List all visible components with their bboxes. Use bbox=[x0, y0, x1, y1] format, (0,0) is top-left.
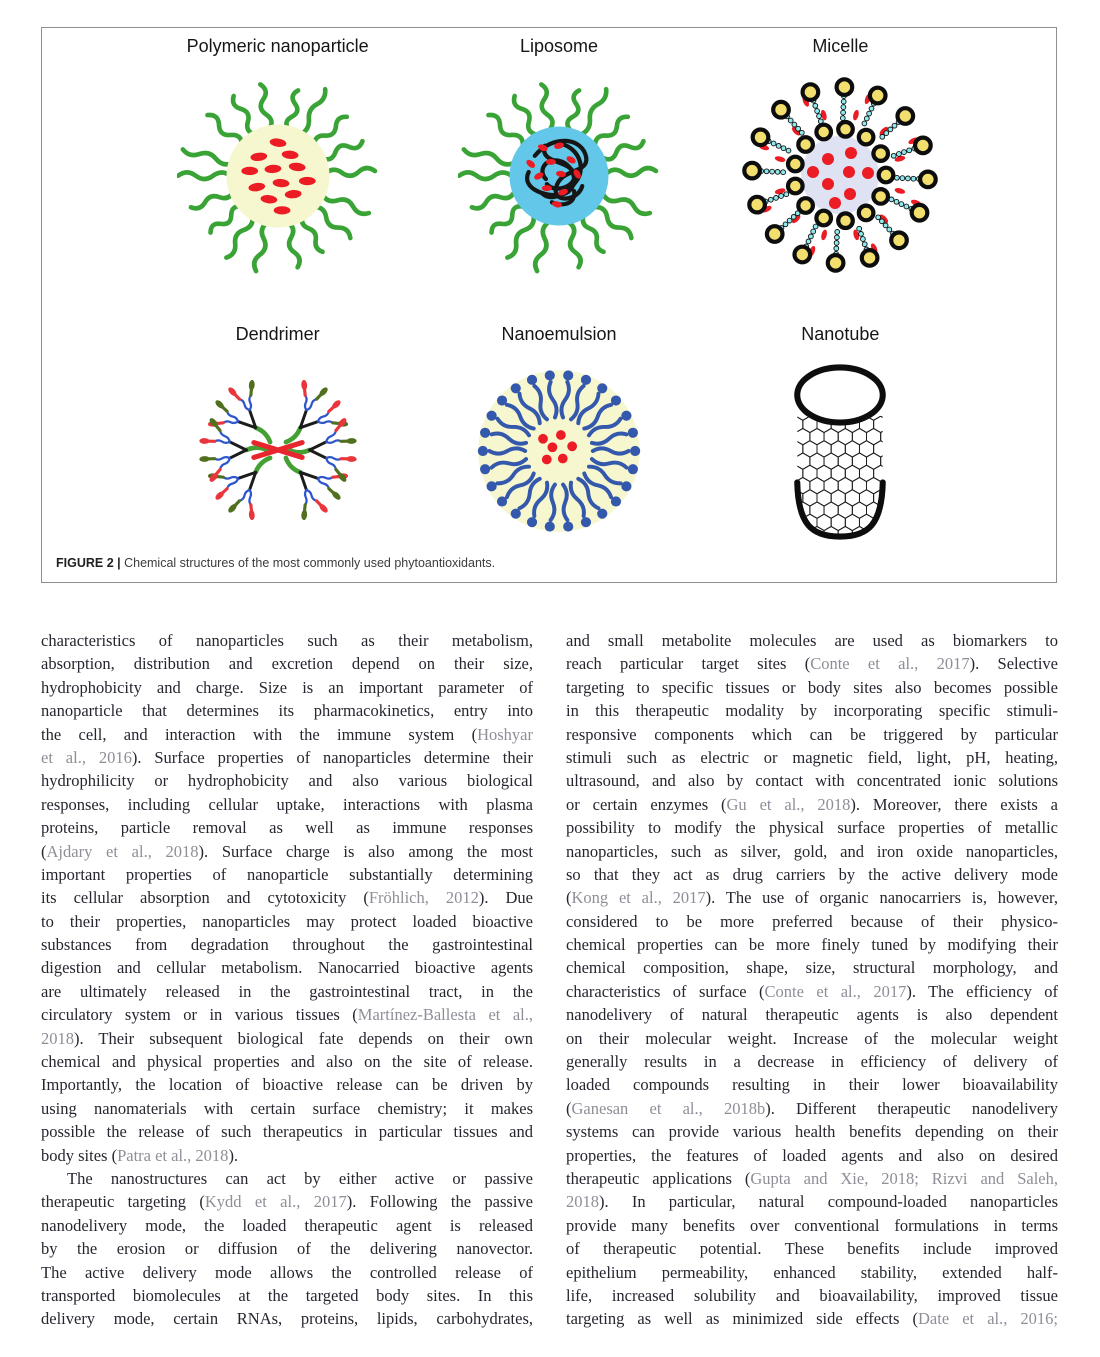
text-segment: characteristics of nanoparticles such as their metabolism, bbox=[41, 631, 533, 650]
text-line bbox=[41, 1003, 533, 1026]
text-line bbox=[566, 863, 1058, 886]
text-line bbox=[41, 676, 533, 699]
figure-panels-row-2 bbox=[42, 324, 1056, 540]
text-line bbox=[41, 1307, 533, 1330]
text-line bbox=[41, 910, 533, 933]
text-line bbox=[41, 1144, 533, 1167]
figure-caption bbox=[56, 556, 1042, 570]
text-segment: proteins, particle removal as well as immune responses bbox=[41, 818, 533, 838]
text-line bbox=[566, 1144, 1058, 1167]
text-line bbox=[41, 1190, 533, 1213]
text-segment: important properties of nanoparticle substantially determining bbox=[41, 864, 533, 884]
nanoemulsion-illustration bbox=[465, 357, 653, 545]
citation: Patra et al., 2018 bbox=[117, 1145, 229, 1165]
text-segment: chemical properties can be more finely tuned by modifying their bbox=[566, 935, 1058, 955]
text-segment: on their molecular weight. Increase of the molecular weight bbox=[566, 1028, 1058, 1048]
text-segment: delivery mode, certain RNAs, proteins, lipids, carbohydrates, bbox=[41, 1309, 533, 1329]
text-segment: targeting as well as minimized side effects ( bbox=[566, 1309, 919, 1329]
figure-panels-row-1 bbox=[42, 28, 1056, 324]
polymeric-svg bbox=[177, 75, 379, 277]
text-line bbox=[41, 933, 533, 956]
text-segment: characteristics of surface ( bbox=[566, 981, 765, 1001]
text-segment: are ultimately released in the gastrointestinal tract, in the bbox=[41, 981, 533, 1001]
text-line bbox=[41, 1027, 533, 1050]
text-line bbox=[566, 1073, 1058, 1096]
text-segment: nanodelivery of natural therapeutic agents is also dependent bbox=[566, 1005, 1058, 1025]
text-segment: possible the release of such therapeutics in particular tissues and bbox=[41, 1122, 533, 1142]
figure-caption-text: Chemical structures of the most commonly used phytoantioxidants. bbox=[124, 556, 496, 570]
text-segment: ). The efficiency of bbox=[906, 981, 1058, 1001]
text-segment: ). Different therapeutic nanodelivery bbox=[765, 1098, 1058, 1118]
text-segment: Importantly, the location of bioactive release can be driven by bbox=[41, 1075, 533, 1095]
text-segment: therapeutic targeting ( bbox=[41, 1192, 205, 1212]
citation: Kong et al., 2017 bbox=[571, 888, 706, 908]
micelle-illustration bbox=[740, 75, 940, 275]
text-segment: ). Surface properties of nanoparticles determine their bbox=[131, 747, 533, 767]
text-segment: absorption, distribution and excretion depend on their size, bbox=[41, 654, 533, 674]
panel-label-micelle: Micelle bbox=[812, 36, 869, 56]
citation: Conte et al., 2017 bbox=[764, 981, 907, 1001]
text-line bbox=[41, 1237, 533, 1260]
text-segment: responsive components which can be triggered by particular bbox=[566, 724, 1058, 744]
text-segment: using nanomaterials with certain surface chemistry; it makes bbox=[41, 1098, 533, 1118]
text-segment: systems can provide various health benefits depending on their bbox=[566, 1122, 1058, 1142]
text-line bbox=[566, 1050, 1058, 1073]
liposome-svg bbox=[458, 75, 660, 277]
text-line bbox=[566, 1097, 1058, 1120]
liposome-illustration bbox=[458, 75, 660, 277]
text-segment: hydrophilicity or hydrophobicity and also various biological bbox=[41, 771, 533, 791]
text-line bbox=[566, 1190, 1058, 1213]
text-line bbox=[41, 1050, 533, 1073]
citation: Martínez-Ballesta et al., bbox=[357, 1005, 533, 1025]
text-line bbox=[566, 816, 1058, 839]
text-segment: ). bbox=[228, 1145, 239, 1165]
text-line bbox=[566, 1284, 1058, 1307]
text-segment: transported biomolecules at the targeted body sites. In this bbox=[41, 1285, 533, 1305]
text-segment: ultrasound, and also by contact with concentrated ionic solutions bbox=[566, 771, 1058, 791]
figure-panel-liposome bbox=[418, 36, 699, 324]
text-line bbox=[566, 1237, 1058, 1260]
text-line bbox=[566, 1307, 1058, 1330]
text-line bbox=[566, 746, 1058, 769]
text-segment: The active delivery mode allows the controlled release of bbox=[41, 1262, 533, 1282]
text-segment: ). Moreover, there exists a bbox=[850, 794, 1058, 814]
text-line bbox=[41, 1284, 533, 1307]
text-line bbox=[566, 840, 1058, 863]
text-line bbox=[41, 723, 533, 746]
text-line bbox=[41, 1261, 533, 1284]
right-column bbox=[566, 629, 1058, 1331]
citation: Ganesan et al., 2018b bbox=[571, 1098, 766, 1118]
text-line bbox=[41, 956, 533, 979]
text-line bbox=[566, 676, 1058, 699]
figure-panel-nanoemulsion bbox=[418, 324, 699, 547]
text-line bbox=[566, 956, 1058, 979]
text-segment: the cell, and interaction with the immune system ( bbox=[41, 724, 478, 744]
figure-panel-nanotube bbox=[700, 324, 981, 547]
text-line bbox=[41, 699, 533, 722]
text-line bbox=[41, 816, 533, 839]
citation: Ajdary et al., 2018 bbox=[46, 841, 199, 861]
text-segment: ( bbox=[566, 888, 572, 908]
text-segment: reach particular target sites ( bbox=[566, 654, 811, 674]
text-segment: ). Due bbox=[478, 888, 533, 908]
text-segment: by the erosion or diffusion of the delivering nanovector. bbox=[41, 1239, 533, 1259]
text-line bbox=[566, 980, 1058, 1003]
text-segment: circulatory system or in various tissues ( bbox=[41, 1005, 358, 1025]
body-text bbox=[41, 629, 1058, 1331]
micelle-svg bbox=[740, 75, 940, 275]
text-segment: possibility to modify the physical surface properties of metallic bbox=[566, 818, 1058, 838]
citation: Gupta and Xie, 2018; Rizvi and Saleh, bbox=[750, 1168, 1058, 1188]
text-line bbox=[41, 1167, 533, 1190]
text-segment: its cellular absorption and cytotoxicity ( bbox=[41, 888, 369, 908]
text-line bbox=[566, 769, 1058, 792]
figure-panel-dendrimer bbox=[137, 324, 418, 547]
polymeric-nanoparticle-illustration bbox=[177, 75, 379, 277]
text-segment: stimuli such as electric or magnetic field, light, pH, heating, bbox=[566, 747, 1058, 767]
text-line bbox=[41, 980, 533, 1003]
text-segment: or certain enzymes ( bbox=[566, 794, 727, 814]
dendrimer-illustration bbox=[185, 357, 371, 543]
figure-panel-polymeric bbox=[137, 36, 418, 324]
text-segment: in this therapeutic modality by incorporating specific stimuli- bbox=[566, 701, 1058, 721]
text-segment: targeting to specific tissues or body sites also becomes possible bbox=[566, 677, 1058, 697]
panel-label-dendrimer: Dendrimer bbox=[235, 324, 320, 344]
figure-2-box bbox=[41, 27, 1057, 583]
text-line bbox=[566, 699, 1058, 722]
text-line bbox=[41, 769, 533, 792]
text-segment: epithelium permeability, enhanced stability, extended half- bbox=[566, 1262, 1058, 1282]
text-segment: The nanostructures can act by either active or passive bbox=[67, 1168, 533, 1188]
text-segment: provide many benefits over conventional formulations in terms bbox=[566, 1215, 1058, 1235]
text-line bbox=[566, 1120, 1058, 1143]
text-segment: ). Selective bbox=[969, 654, 1058, 674]
text-line bbox=[41, 840, 533, 863]
text-segment: ). The use of organic nanocarriers is, however, bbox=[705, 888, 1058, 908]
citation: Gu et al., 2018 bbox=[726, 794, 851, 814]
figure-caption-label: FIGURE 2 | bbox=[56, 556, 125, 570]
text-line bbox=[41, 652, 533, 675]
text-segment: chemical composition, shape, size, structural morphology, and bbox=[566, 958, 1058, 978]
text-segment: loaded compounds resulting in their lower bioavailability bbox=[566, 1075, 1058, 1095]
text-segment: generally results in a decrease in efficiency of delivery of bbox=[566, 1052, 1058, 1072]
text-segment: nanoparticles, such as silver, gold, and iron oxide nanoparticles, bbox=[566, 841, 1058, 861]
text-segment: body sites ( bbox=[41, 1145, 118, 1165]
text-segment: ). Surface charge is also among the most bbox=[198, 841, 533, 861]
nanoemulsion-svg bbox=[465, 357, 653, 545]
text-segment: responses, including cellular uptake, interactions with plasma bbox=[41, 794, 533, 814]
citation: Kydd et al., 2017 bbox=[204, 1192, 347, 1212]
panel-label-liposome: Liposome bbox=[519, 36, 599, 56]
citation: Conte et al., 2017 bbox=[810, 654, 970, 674]
text-line bbox=[41, 793, 533, 816]
text-segment: nanoparticle that determines its pharmacokinetics, entry into bbox=[41, 701, 533, 721]
text-line bbox=[41, 886, 533, 909]
panel-label-polymeric: Polymeric nanoparticle bbox=[186, 36, 369, 56]
text-line bbox=[41, 1214, 533, 1237]
text-line bbox=[41, 629, 533, 652]
citation: 2018 bbox=[566, 1192, 599, 1212]
text-line bbox=[566, 1027, 1058, 1050]
text-line bbox=[566, 723, 1058, 746]
text-line bbox=[566, 629, 1058, 652]
text-line bbox=[41, 863, 533, 886]
panel-label-nanotube: Nanotube bbox=[801, 324, 880, 344]
text-segment: life, increased solubility and bioavailability, improved tissue bbox=[566, 1285, 1058, 1305]
text-segment: so that they act as drug carriers by the active delivery mode bbox=[566, 864, 1058, 884]
text-segment: to their properties, nanoparticles may protect loaded bioactive bbox=[41, 911, 533, 931]
text-line bbox=[566, 1167, 1058, 1190]
text-segment: hydrophobicity and charge. Size is an important parameter of bbox=[41, 677, 533, 697]
text-segment: of therapeutic potential. These benefits include improved bbox=[566, 1239, 1058, 1259]
text-segment: considered to be more preferred because of their physico- bbox=[566, 911, 1058, 931]
text-line bbox=[41, 1120, 533, 1143]
text-line bbox=[41, 746, 533, 769]
text-segment: ). Their subsequent biological fate depends on their own bbox=[74, 1028, 533, 1048]
text-segment: chemical and physical properties and also on the site of release. bbox=[41, 1052, 533, 1072]
citation: Hoshyar bbox=[477, 724, 533, 744]
text-segment: digestion and cellular metabolism. Nanocarried bioactive agents bbox=[41, 958, 533, 978]
text-segment: nanodelivery mode, the loaded therapeutic agent is released bbox=[41, 1215, 533, 1235]
text-segment: ). Following the passive bbox=[346, 1192, 533, 1212]
text-segment: properties, the features of loaded agents and also on desired bbox=[566, 1145, 1058, 1165]
citation: Date et al., 2016; bbox=[918, 1309, 1058, 1329]
text-line bbox=[566, 910, 1058, 933]
text-line bbox=[566, 793, 1058, 816]
panel-label-nanoemulsion: Nanoemulsion bbox=[501, 324, 617, 344]
text-line bbox=[566, 652, 1058, 675]
dendrimer-svg bbox=[185, 357, 371, 543]
text-line bbox=[566, 1261, 1058, 1284]
left-column bbox=[41, 629, 533, 1331]
citation: 2018 bbox=[41, 1028, 74, 1048]
text-line bbox=[41, 1073, 533, 1096]
text-line bbox=[566, 1003, 1058, 1026]
nanotube-illustration bbox=[745, 357, 935, 547]
text-line bbox=[566, 886, 1058, 909]
text-line bbox=[566, 933, 1058, 956]
text-line bbox=[41, 1097, 533, 1120]
text-segment: ( bbox=[566, 1098, 572, 1118]
text-line bbox=[566, 1214, 1058, 1237]
figure-panel-micelle bbox=[700, 36, 981, 324]
text-segment: and small metabolite molecules are used as biomarkers to bbox=[566, 631, 1058, 650]
text-segment: therapeutic applications ( bbox=[566, 1168, 751, 1188]
citation: Fröhlich, 2012 bbox=[368, 888, 479, 908]
nanotube-svg bbox=[745, 357, 935, 547]
text-segment: ). In particular, natural compound-loaded nanoparticles bbox=[599, 1192, 1058, 1212]
text-segment: substances from degradation throughout the gastrointestinal bbox=[41, 935, 533, 955]
citation: et al., 2016 bbox=[41, 747, 132, 767]
text-segment: ( bbox=[41, 841, 47, 861]
